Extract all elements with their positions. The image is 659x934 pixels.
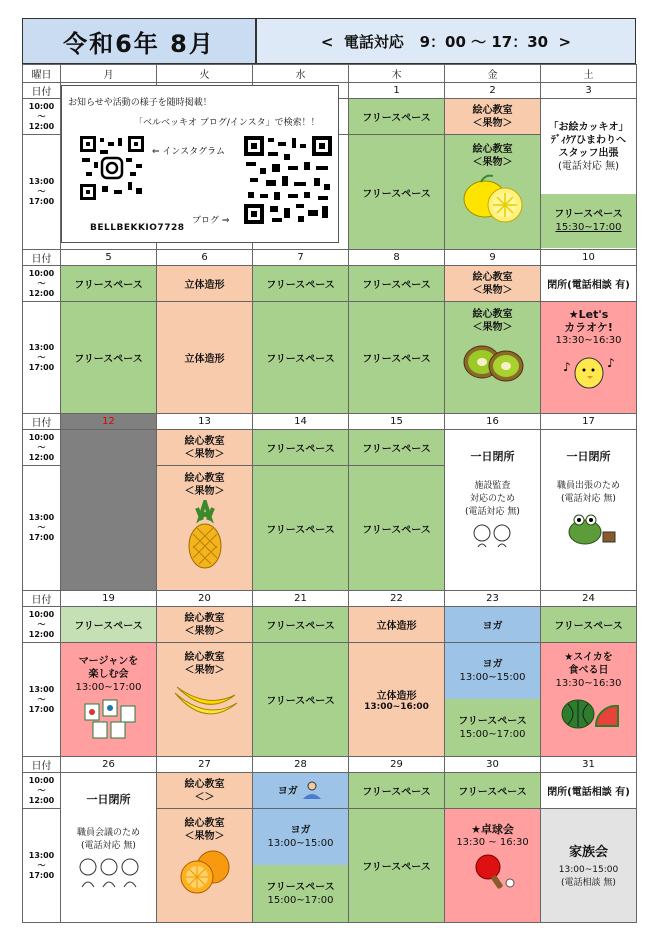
date-cell: 7 (253, 250, 349, 266)
yoga-person-icon (301, 781, 323, 801)
weekday-thu: 木 (349, 65, 445, 83)
event-cell: フリースペース (349, 99, 445, 135)
holiday-cell (61, 430, 157, 591)
date-label: 日付 (23, 250, 61, 266)
event-cell: ★スイカを 食べる日 13:30~16:30 (541, 643, 637, 757)
weekday-tue: 火 (157, 65, 253, 83)
date-cell: 27 (157, 757, 253, 773)
notice-line2: 「ベルベッキオ ブログ/インスタ」で検索！！ (134, 118, 320, 128)
date-cell: 23 (445, 591, 541, 607)
notice-line1: お知らせや活動の様子を随時掲載！ (68, 98, 212, 108)
event-cell: 絵心教室 ＜果物＞ (157, 643, 253, 757)
pm-time: 13:00 ～ 17:00 (23, 809, 61, 923)
pm-time: 13:00 ～ 17:00 (23, 302, 61, 414)
mahjong-tiles-icon (79, 696, 139, 740)
blog-qr-icon[interactable] (244, 136, 332, 224)
event-cell: 絵心教室 ＜果物＞ (445, 99, 541, 135)
event-cell: 絵心教室 ＜果物＞ (157, 430, 253, 466)
event-cell: フリースペース (349, 466, 445, 591)
banana-icon (169, 679, 241, 723)
date-cell: 16 (445, 414, 541, 430)
weekday-sat: 土 (541, 65, 637, 83)
am-time: 10:00 ～ 12:00 (23, 99, 61, 135)
event-cell: フリースペース (253, 466, 349, 591)
pineapple-icon (183, 500, 227, 570)
phone-hours: < 電話対応 9：00 ～ 17：30 > (257, 19, 635, 63)
event-cell: 立体造形 (157, 302, 253, 414)
event-cell: フリースペース (61, 266, 157, 302)
am-time: 10:00 ～ 12:00 (23, 266, 61, 302)
event-cell: フリースペース (253, 607, 349, 643)
am-time: 10:00 ～ 12:00 (23, 773, 61, 809)
sns-notice-box (61, 85, 339, 243)
page-title: 令和6年 8月 (23, 19, 257, 63)
event-cell: フリースペース (349, 302, 445, 414)
date-cell: 19 (61, 591, 157, 607)
date-label: 日付 (23, 591, 61, 607)
lemon-icon (461, 171, 525, 227)
event-cell: 絵心教室 ＜果物＞ (445, 135, 541, 250)
event-cell: ★卓球会 13:30 ~ 16:30 (445, 809, 541, 923)
thinking-people-icon (468, 521, 518, 549)
date-cell-holiday: 12 (61, 414, 157, 430)
event-cell: 立体造形 13:00~16:00 (349, 643, 445, 757)
event-cell: フリースペース (61, 607, 157, 643)
event-cell: 閉所(電話相談 有) (541, 773, 637, 809)
date-cell: 21 (253, 591, 349, 607)
weekday-wed: 水 (253, 65, 349, 83)
date-cell: 6 (157, 250, 253, 266)
event-cell: 立体造形 (157, 266, 253, 302)
event-cell: フリースペース (445, 773, 541, 809)
weekday-fri: 金 (445, 65, 541, 83)
blog-label: ブログ ⇒ (192, 216, 230, 226)
svg-text:♪: ♪ (562, 360, 571, 374)
event-cell: 絵心教室 ＜果物＞ (445, 266, 541, 302)
event-cell: フリースペース (349, 266, 445, 302)
date-cell: 5 (61, 250, 157, 266)
date-cell: 8 (349, 250, 445, 266)
orange-icon (173, 845, 237, 895)
date-label: 日付 (23, 83, 61, 99)
event-cell: 絵心教室 ＜果物＞ (445, 302, 541, 414)
date-cell: 31 (541, 757, 637, 773)
event-cell: フリースペース (349, 430, 445, 466)
weekday-label: 曜日 (23, 65, 61, 83)
date-label: 日付 (23, 414, 61, 430)
calendar-header (22, 18, 636, 64)
event-cell: マージャンを 楽しむ会 13:00~17:00 (61, 643, 157, 757)
instagram-account: BELLBEKKIO7728 (90, 223, 185, 233)
event-cell: 絵心教室 ＜＞ (157, 773, 253, 809)
date-cell: 24 (541, 591, 637, 607)
karaoke-chick-icon (557, 349, 621, 393)
event-cell: 一日閉所 職員会議のため (電話対応 無) (61, 773, 157, 923)
date-cell: 15 (349, 414, 445, 430)
event-cell: フリースペース (349, 135, 445, 250)
date-cell: 22 (349, 591, 445, 607)
event-cell: フリースペース (541, 607, 637, 643)
date-cell: 3 (541, 83, 637, 99)
date-cell: 17 (541, 414, 637, 430)
event-cell: 絵心教室 ＜果物＞ (157, 607, 253, 643)
am-time: 10:00 ～ 12:00 (23, 607, 61, 643)
am-time: 10:00 ～ 12:00 (23, 430, 61, 466)
date-cell: 13 (157, 414, 253, 430)
meeting-people-icon (74, 855, 144, 891)
weekday-mon: 月 (61, 65, 157, 83)
watermelon-icon (556, 692, 622, 732)
event-cell: ヨガ 13:00~15:00 フリースペース 15:00~17:00 (253, 809, 349, 923)
svg-text:♪: ♪ (606, 356, 615, 370)
event-cell: ヨガ 13:00~15:00 フリースペース 15:00~17:00 (445, 643, 541, 757)
pm-time: 13:00 ～ 17:00 (23, 643, 61, 757)
date-cell: 28 (253, 757, 349, 773)
event-cell: 「お絵カッキオ」 ﾃﾞｨｹｱひまわりへ スタッフ出張 (電話対応 無) フリースペース 15:30~17:00 (541, 99, 637, 250)
insta-label: ⇐ インスタグラム (152, 147, 226, 157)
date-label: 日付 (23, 757, 61, 773)
date-cell: 14 (253, 414, 349, 430)
date-cell: 2 (445, 83, 541, 99)
date-cell: 1 (349, 83, 445, 99)
event-cell: 絵心教室 ＜果物＞ (157, 809, 253, 923)
kiwi-icon (460, 336, 526, 388)
event-cell: フリースペース (253, 302, 349, 414)
date-cell: 29 (349, 757, 445, 773)
pm-time: 13:00 ～ 17:00 (23, 466, 61, 591)
event-cell: フリースペース (349, 773, 445, 809)
event-cell: ヨガ (253, 773, 349, 809)
event-cell: ヨガ (445, 607, 541, 643)
event-cell: フリースペース (253, 643, 349, 757)
event-cell: 閉所(電話相談 有) (541, 266, 637, 302)
event-cell: ★Let's カラオケ! 13:30~16:30 ♪ ♪ (541, 302, 637, 414)
date-cell: 10 (541, 250, 637, 266)
event-cell: フリースペース (349, 809, 445, 923)
date-cell: 9 (445, 250, 541, 266)
date-cell: 20 (157, 591, 253, 607)
date-cell: 26 (61, 757, 157, 773)
date-cell: 30 (445, 757, 541, 773)
instagram-qr-icon[interactable] (80, 136, 144, 200)
event-cell: フリースペース (253, 266, 349, 302)
event-cell: 一日閉所 施設監査 対応のため (電話対応 無) (445, 430, 541, 591)
event-cell: 立体造形 (349, 607, 445, 643)
ping-pong-icon (468, 851, 518, 891)
frog-traveler-icon (559, 508, 619, 548)
event-cell: 一日閉所 職員出張のため (電話対応 無) (541, 430, 637, 591)
event-cell: 絵心教室 ＜果物＞ (157, 466, 253, 591)
event-cell: 家族会 13:00~15:00 (電話相談 無) (541, 809, 637, 923)
event-cell: フリースペース (253, 430, 349, 466)
pm-time: 13:00 ～ 17:00 (23, 135, 61, 250)
event-cell: フリースペース (61, 302, 157, 414)
